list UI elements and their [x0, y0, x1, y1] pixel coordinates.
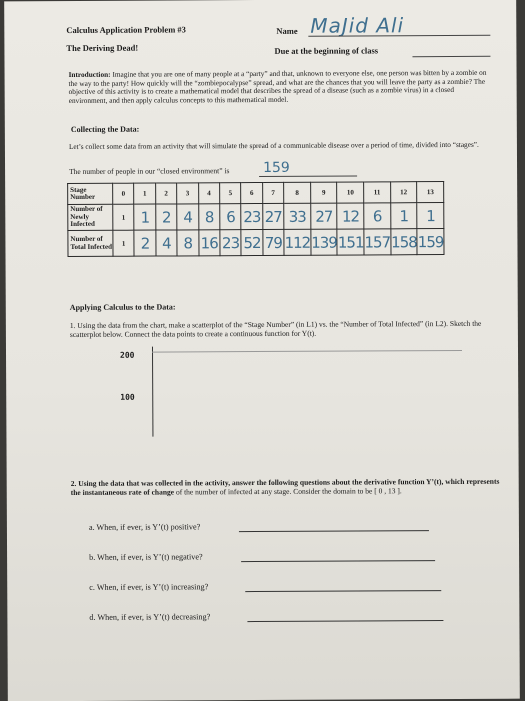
newly-infected-cell: 8: [198, 204, 220, 230]
total-infected-cell: 79: [263, 229, 285, 255]
total-infected-cell: 139: [311, 229, 338, 255]
newly-infected-cell: 12: [337, 203, 364, 229]
data-table: [67, 181, 444, 257]
stage-cell: 2: [155, 183, 177, 204]
stage-cell: 6: [241, 182, 263, 203]
total-infected-cell: 157: [364, 229, 391, 255]
total-infected-cell: 158: [391, 229, 418, 255]
total-infected-header: Number of Total Infected: [68, 230, 113, 256]
y-tick-label-100: 100: [120, 392, 135, 402]
question-2a: a. When, if ever, is Y’(t) positive?: [88, 522, 201, 532]
total-infected-row: [68, 229, 444, 257]
newly-infected-cell: 1: [417, 203, 444, 229]
question-2-rest: of the number of infected at any stage. Consider the domain to be [ 0 , 13 ].: [174, 486, 402, 497]
question-2c: c. When, if ever, is Y’(t) increasing?: [89, 582, 209, 592]
total-infected-cell: 16: [198, 230, 220, 256]
due-underline: [412, 56, 490, 57]
total-infected-cell: 23: [220, 230, 242, 256]
stage-cell: 8: [284, 182, 311, 203]
name-label: Name: [276, 25, 298, 36]
stage-cell: 13: [417, 182, 444, 203]
newly-infected-cell: 6: [364, 203, 391, 229]
total-infected-cell: 8: [177, 230, 199, 256]
collecting-text: Let’s collect some data from an activity that will simulate the spread of a communicable disease over a period of time, divided into “stages”.: [68, 139, 479, 152]
question-2d: d. When, if ever, is Y’(t) decreasing?: [89, 612, 211, 622]
question-2b: b. When, if ever, is Y’(t) negative?: [89, 552, 203, 562]
stage-cell: 3: [177, 183, 199, 204]
worksheet-page: [4, 0, 520, 701]
newly-infected-cell: 6: [220, 204, 242, 230]
question-2-text: [71, 477, 501, 497]
introduction-paragraph: [69, 69, 494, 106]
stage-cell: 1: [134, 183, 156, 204]
stage-cell: 0: [113, 183, 135, 204]
answer-line-d[interactable]: [247, 620, 443, 622]
newly-infected-cell: 1: [134, 204, 156, 230]
scatterplot-top-gridline: [152, 350, 462, 353]
stage-row: [68, 182, 444, 205]
total-infected-cell: 159: [417, 229, 444, 255]
newly-infected-cell: 27: [262, 203, 284, 229]
name-handwritten: MaJid Ali: [310, 13, 405, 38]
introduction-label: Introduction:: [68, 69, 111, 80]
worksheet-subtitle: The Deriving Dead!: [66, 42, 139, 54]
answer-line-c[interactable]: [245, 590, 441, 592]
stage-cell: 7: [262, 182, 284, 203]
newly-infected-cell: 27: [310, 203, 337, 229]
stage-cell: 10: [337, 182, 364, 203]
collecting-heading: Collecting the Data:: [70, 124, 140, 134]
people-underline: [259, 175, 357, 177]
applying-heading: Applying Calculus to the Data:: [69, 302, 176, 313]
newly-infected-row: [68, 203, 444, 231]
stage-cell: 4: [198, 183, 220, 204]
due-label: Due at the beginning of class: [274, 45, 379, 56]
total-infected-cell: 1: [113, 230, 135, 256]
total-infected-cell: 151: [337, 229, 364, 255]
y-tick-label-200: 200: [120, 350, 135, 360]
newly-infected-cell: 1: [113, 204, 135, 230]
total-infected-cell: 112: [284, 229, 311, 255]
total-infected-cell: 52: [241, 229, 263, 255]
worksheet-title: Calculus Application Problem #3: [66, 24, 186, 36]
question-1-text: 1. Using the data from the chart, make a scatterplot of the “Stage Number” (in L1) vs. the “Number of Total Infected” (in L2). Sketch the scatterplot below. Connect the data points to create a continuous function for Y(t).: [69, 318, 482, 340]
stage-cell: 11: [364, 182, 391, 203]
people-value-handwritten: 159: [263, 159, 290, 176]
stage-header: Stage Number: [68, 183, 113, 204]
total-infected-cell: 2: [134, 230, 156, 256]
newly-infected-cell: 4: [177, 204, 199, 230]
answer-line-b[interactable]: [241, 560, 435, 562]
newly-infected-cell: 33: [284, 203, 311, 229]
newly-infected-cell: 1: [390, 203, 417, 229]
newly-infected-cell: 2: [156, 204, 178, 230]
total-infected-cell: 4: [156, 230, 178, 256]
stage-cell: 5: [220, 183, 242, 204]
question-2-bold: 2. Using the data that was collected in the activity, answer the following questions about the derivative function Y’(t), which represents the instantaneous rate of change: [70, 476, 500, 498]
people-label: The number of people in our “closed environment” is: [69, 166, 230, 177]
stage-cell: 12: [390, 182, 417, 203]
scatterplot-axis: [118, 347, 153, 437]
newly-infected-header: Number of Newly Infected: [68, 204, 113, 230]
introduction-text: Imagine that you are one of many people at a “party” and that, unknown to everyone else, one person was bitten by a zombie on the way to the party! How quickly will the “zombiepocalypse” spread, and what are the chances that you will leave the party as a zombie? The objective of this activity is to create a mathematical model that describes the spread of a disease (such as a zombie virus) in a closed environment, and then apply calculus concepts to this mathematical model.: [68, 67, 487, 105]
answer-line-a[interactable]: [239, 530, 429, 532]
stage-cell: 9: [310, 182, 337, 203]
newly-infected-cell: 23: [241, 203, 263, 229]
